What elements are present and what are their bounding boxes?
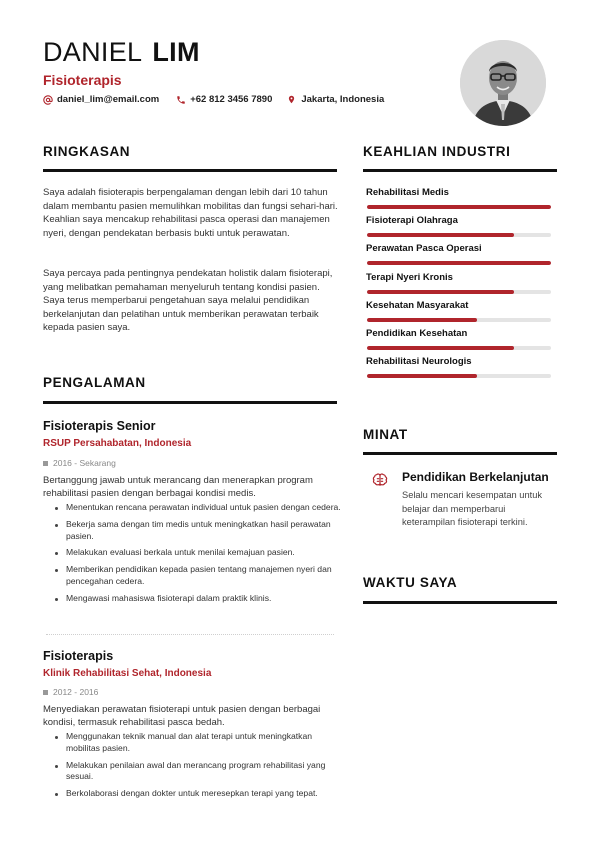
- interests-divider: [363, 452, 557, 455]
- first-name: DANIEL: [43, 37, 143, 67]
- skill-bar-fill: [367, 205, 551, 209]
- map-pin-icon: [286, 94, 297, 105]
- summary-divider: [43, 169, 337, 172]
- job-2-dates: [43, 687, 98, 697]
- skills-heading: KEAHLIAN INDUSTRI: [363, 144, 511, 159]
- skill-bar: [367, 233, 551, 237]
- job-1-description: Bertanggung jawab untuk merancang dan menerapkan program rehabilitasi pasien dengan berbagai kondisi medis.: [43, 475, 313, 499]
- skill-bar-fill: [367, 346, 514, 350]
- experience-heading: PENGALAMAN: [43, 375, 146, 390]
- job-title: Fisioterapis: [43, 72, 122, 88]
- skill-bar: [367, 346, 551, 350]
- interest-description: Selalu mencari kesempatan untuk belajar dan memperbarui keterampilan fisioterapi terkini.: [402, 490, 543, 527]
- interest-title: Pendidikan Berkelanjutan: [402, 470, 549, 484]
- skill-bar: [367, 290, 551, 294]
- list-item: Menggunakan teknik manual dan alat terapi untuk meningkatkan mobilitas pasien.: [52, 731, 342, 755]
- skill-bar: [367, 318, 551, 322]
- skill-label: Rehabilitasi Neurologis: [366, 356, 472, 367]
- job-2-company: Klinik Rehabilitasi Sehat, Indonesia: [43, 668, 212, 679]
- candidate-name: [43, 36, 200, 68]
- list-item: Berkolaborasi dengan dokter untuk meresepkan terapi yang tepat.: [52, 788, 342, 800]
- skill-bar-fill: [367, 374, 477, 378]
- job-1-dates: [43, 458, 116, 468]
- my-time-heading: WAKTU SAYA: [363, 575, 458, 590]
- contact-phone[interactable]: [175, 94, 272, 105]
- skill-bar: [367, 374, 551, 378]
- avatar: [460, 40, 546, 126]
- job-1-title: Fisioterapis Senior: [43, 419, 156, 433]
- job-1-company: RSUP Persahabatan, Indonesia: [43, 438, 192, 449]
- calendar-bullet-icon: [43, 461, 48, 466]
- job-2-description: Menyediakan perawatan fisioterapi untuk pasien dengan berbagai kondisi, termasuk rehabilitasi pasca bedah.: [43, 704, 321, 728]
- at-icon: [42, 94, 53, 105]
- brain-icon: [372, 472, 388, 488]
- interests-heading: MINAT: [363, 427, 408, 442]
- list-item: Melakukan evaluasi berkala untuk menilai kemajuan pasien.: [52, 547, 342, 559]
- skill-label: Rehabilitasi Medis: [366, 187, 449, 198]
- skill-label: Kesehatan Masyarakat: [366, 300, 469, 311]
- job-1-dates-text: 2016 - Sekarang: [53, 458, 116, 468]
- job-2-bullets: [52, 731, 342, 805]
- skill-bar: [367, 261, 551, 265]
- job-2-dates-text: 2012 - 2016: [53, 687, 99, 697]
- skill-label: Pendidikan Kesehatan: [366, 328, 468, 339]
- phone-text: +62 812 3456 7890: [190, 94, 273, 105]
- list-item: Mengawasi mahasiswa fisioterapi dalam praktik klinis.: [52, 593, 342, 605]
- skill-bar-fill: [367, 261, 551, 265]
- calendar-bullet-icon: [43, 690, 48, 695]
- email-text: daniel_lim@email.com: [57, 94, 160, 105]
- phone-icon: [175, 94, 186, 105]
- my-time-divider: [363, 601, 557, 604]
- skill-bar-fill: [367, 233, 514, 237]
- list-item: Melakukan penilaian awal dan merancang program rehabilitasi yang sesuai.: [52, 760, 342, 784]
- contact-email[interactable]: [42, 94, 159, 105]
- skill-label: Perawatan Pasca Operasi: [366, 243, 482, 254]
- skill-label: Terapi Nyeri Kronis: [366, 272, 453, 283]
- skill-bar: [367, 205, 551, 209]
- list-item: Bekerja sama dengan tim medis untuk meningkatkan hasil perawatan pasien.: [52, 519, 342, 543]
- skill-bar-fill: [367, 290, 514, 294]
- list-item: Menentukan rencana perawatan individual untuk pasien dengan cedera.: [52, 502, 342, 514]
- experience-divider: [43, 401, 337, 404]
- summary-paragraph-1: Saya adalah fisioterapis berpengalaman dengan lebih dari 10 tahun dalam membantu pasien memulihkan mobilitas dan fungsi sehari-hari. Keahlian saya mencakup rehabilitasi pasca operasi dan manajemen nyeri, dengan pendekatan berbasis bukti untuk perawatan.: [43, 187, 338, 239]
- job-separator: [46, 634, 334, 635]
- contact-location: [286, 94, 384, 105]
- summary-paragraph-2: Saya percaya pada pentingnya pendekatan holistik dalam fisioterapi, yang melibatkan pemahaman menyeluruh tentang kondisi pasien. Saya terus memperbarui pengetahuan saya melalui pendidikan berkelanjutan dan pelatihan untuk memberikan perawatan terbaik kepada pasien saya.: [43, 268, 333, 334]
- summary-heading: RINGKASAN: [43, 144, 131, 159]
- job-2-title: Fisioterapis: [43, 649, 114, 663]
- skills-divider: [363, 169, 557, 172]
- job-1-bullets: [52, 502, 342, 610]
- list-item: Memberikan pendidikan kepada pasien tentang manajemen nyeri dan pencegahan cedera.: [52, 564, 342, 588]
- contact-row: [42, 94, 398, 105]
- last-name: LIM: [152, 37, 200, 67]
- skill-bar-fill: [367, 318, 477, 322]
- skill-label: Fisioterapi Olahraga: [366, 215, 458, 226]
- location-text: Jakarta, Indonesia: [301, 94, 385, 105]
